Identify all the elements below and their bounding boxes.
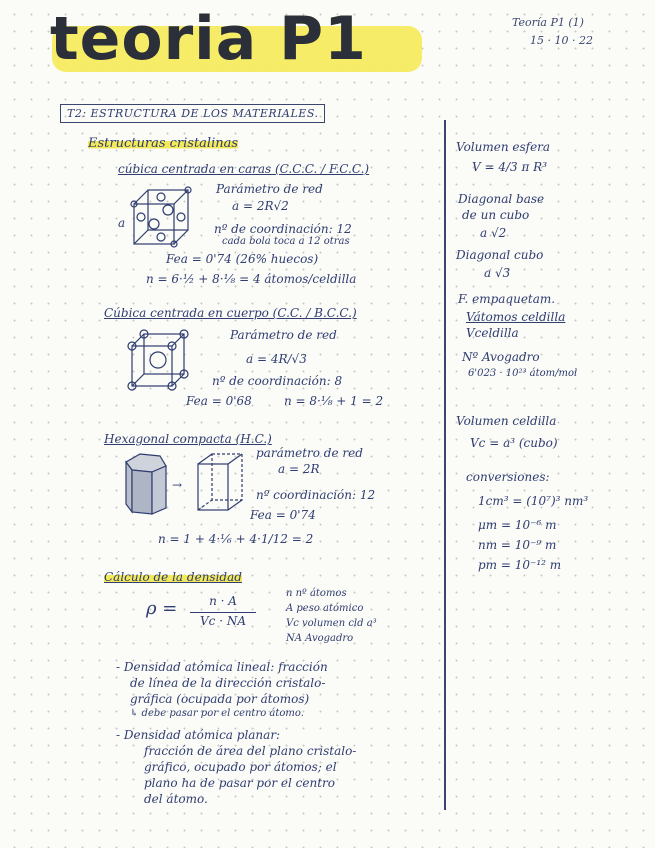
empaq-numerator: Vátomos celdilla (466, 310, 566, 324)
conversion-item: μm = 10⁻⁶ m (478, 518, 557, 532)
empaq-denominator: Vceldilla (466, 326, 519, 340)
fcc-n-formula: n = 6·½ + 8·⅛ = 4 átomos/celdilla (146, 272, 357, 286)
empaq-label: F. empaquetam. (458, 292, 556, 306)
planar-density-title: - Densidad atómica planar: (116, 728, 281, 742)
linear-density-title: - Densidad atómica lineal: fracción (116, 660, 328, 674)
hc-unit-cell-icon (194, 450, 250, 516)
fcc-coord-note: cada bola toca a 12 otras (222, 236, 350, 247)
planar-density-line: gráfico, ocupado por átomos; el (144, 760, 337, 774)
page-title: teoria P1 (50, 4, 367, 74)
fcc-cube-icon (126, 184, 196, 254)
hexagonal-prism-icon (120, 448, 172, 520)
conversion-item: nm = 10⁻⁹ m (478, 538, 557, 552)
vol-celdilla-label: Volumen celdilla (456, 414, 557, 428)
vol-celdilla-value: Vc = a³ (cubo) (470, 436, 558, 450)
vol-esfera-label: Volumen esfera (456, 140, 551, 154)
section-title-text: Estructuras cristalinas (88, 136, 239, 151)
meta-date: 15 · 10 · 22 (530, 34, 593, 47)
diag-base-value: a √2 (480, 226, 507, 240)
bcc-coord: nº de coordinación: 8 (212, 374, 343, 388)
planar-density-line: fracción de área del plano cristalo- (144, 744, 357, 758)
fcc-a-label: a (118, 216, 126, 230)
meta-subject: Teoría P1 (1) (512, 16, 584, 29)
diag-cubo-label: Diagonal cubo (456, 248, 544, 262)
conversion-item: pm = 10⁻¹² m (478, 558, 562, 572)
fcc-param-label: Parámetro de red (216, 182, 323, 196)
linear-density-line: gráfica (ocupada por átomos) (130, 692, 310, 706)
density-heading (104, 570, 242, 584)
avogadro-value: 6'023 · 10²³ átom/mol (468, 368, 578, 379)
avogadro-label: Nº Avogadro (462, 350, 540, 364)
density-fraction-bar (190, 612, 256, 613)
hc-fea: Fea = 0'74 (250, 508, 316, 522)
diag-base-label-2: de un cubo (462, 208, 530, 222)
bcc-param-value: a = 4R/√3 (246, 352, 307, 366)
bcc-fea: Fea = 0'68 (186, 394, 252, 408)
linear-density-line: de línea de la dirección cristalo- (130, 676, 326, 690)
fcc-param-value: a = 2R√2 (232, 199, 289, 213)
hc-coord: nº coordinación: 12 (256, 488, 376, 502)
planar-density-line: del átomo. (144, 792, 208, 806)
density-legend-na: NA Avogadro (286, 633, 354, 644)
fcc-heading: cúbica centrada en caras (C.C.C. / F.C.C.) (118, 162, 370, 176)
density-rho: ρ = (146, 598, 178, 619)
planar-density-line: plano ha de pasar por el centro (144, 776, 335, 790)
density-heading-text: Cálculo de la densidad (104, 570, 242, 584)
topic-heading: T2: ESTRUCTURA DE LOS MATERIALES. (60, 104, 325, 123)
density-legend-vc: Vc volumen cld a³ (286, 618, 377, 629)
diag-base-label: Diagonal base (458, 192, 545, 206)
fcc-coord: nº de coordinación: 12 (214, 222, 352, 236)
column-divider (444, 120, 446, 810)
density-denominator: Vc · NA (200, 614, 246, 628)
conversion-item: 1cm³ = (10⁷)³ nm³ (478, 494, 589, 508)
linear-density-line: ↳ debe pasar por el centro átomo. (130, 708, 304, 719)
density-numerator: n · A (209, 594, 237, 608)
fcc-fea: Fea = 0'74 (26% huecos) (166, 252, 319, 266)
hc-arrow: → (172, 478, 183, 492)
section-title (88, 136, 238, 151)
hc-param-value: a = 2R (278, 462, 320, 476)
bcc-param-label: Parámetro de red (230, 328, 337, 342)
conversions-label: conversiones: (466, 470, 550, 484)
hc-param-label: parámetro de red (256, 446, 363, 460)
diag-cubo-value: a √3 (484, 266, 511, 280)
hc-heading: Hexagonal compacta (H.C.) (104, 432, 272, 446)
bcc-cube-icon (124, 328, 190, 394)
hc-n-formula: n = 1 + 4·⅙ + 4·1/12 = 2 (158, 532, 314, 546)
density-legend-a: A peso atómico (286, 603, 364, 614)
density-legend-n: n nº átomos (286, 588, 347, 599)
vol-esfera-value: V = 4/3 π R³ (472, 160, 548, 174)
bcc-heading: Cúbica centrada en cuerpo (C.C. / B.C.C.) (104, 306, 357, 320)
bcc-n-formula: n = 8·⅛ + 1 = 2 (284, 394, 384, 408)
